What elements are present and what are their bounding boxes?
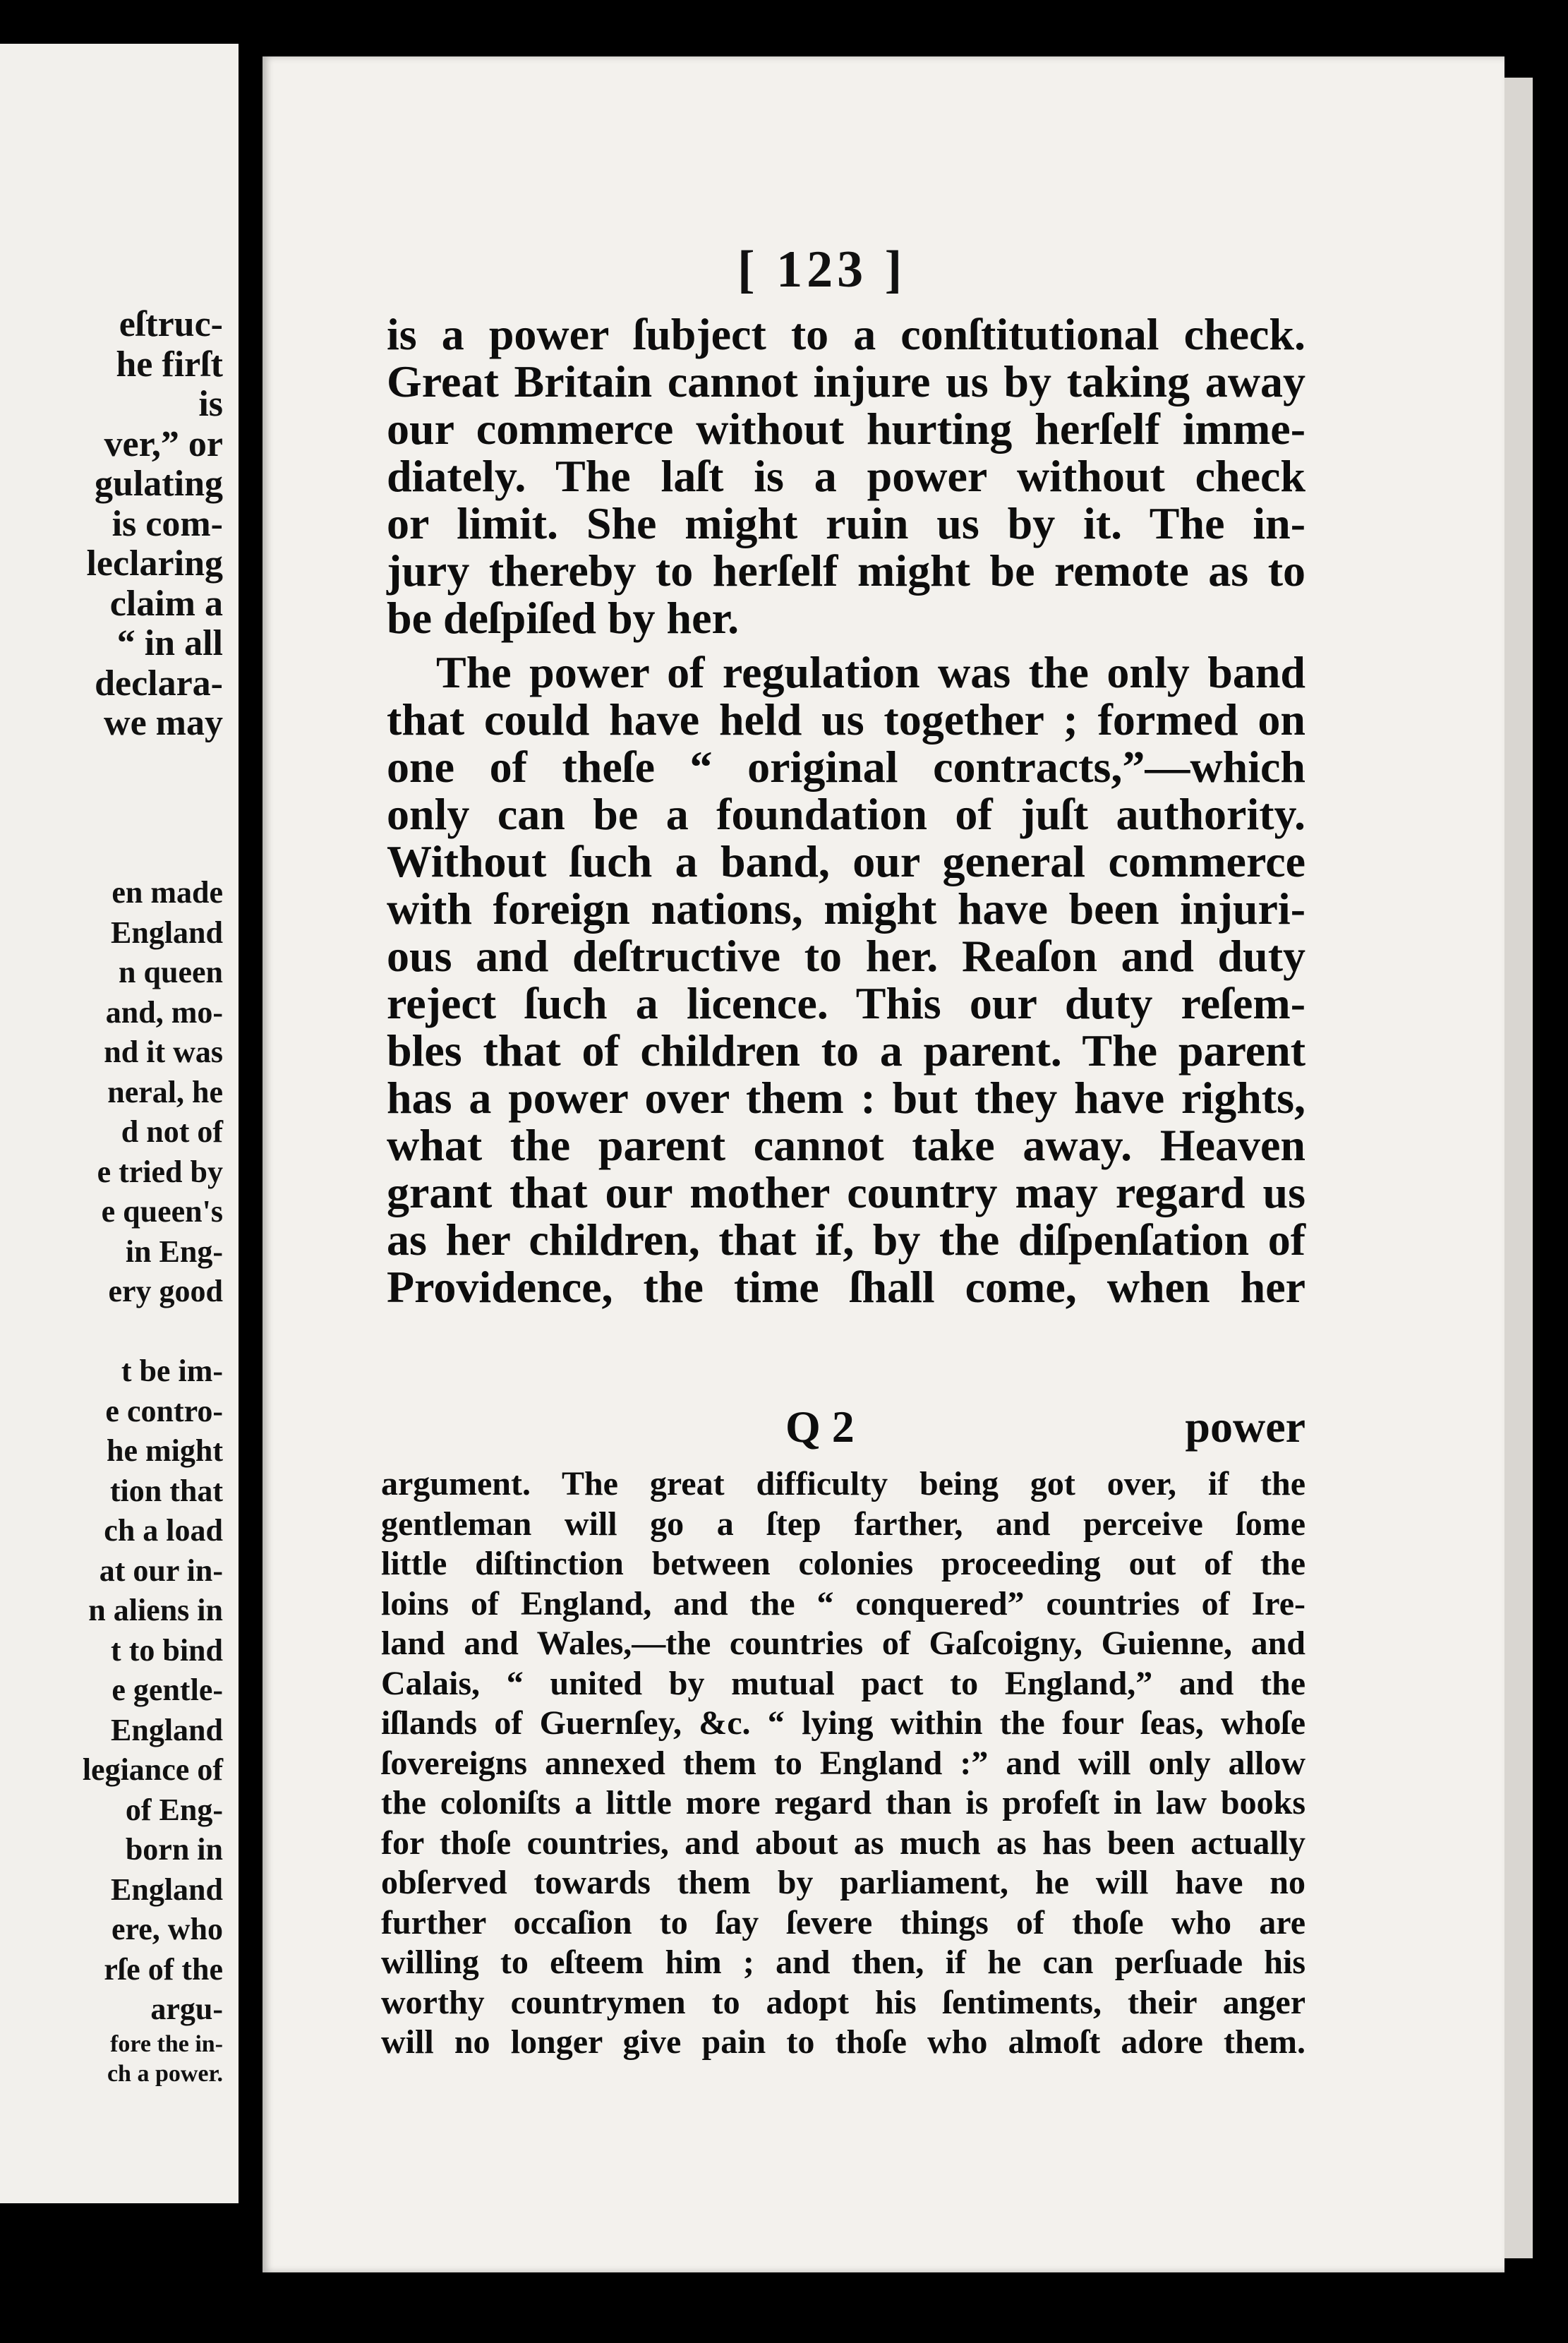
footnote-line: will no longer give pain to thoſe who almoſt adore them. bbox=[381, 2023, 1305, 2061]
left-page-notes bbox=[0, 873, 223, 2089]
text-line: with foreign nations, might have been injuri- bbox=[387, 884, 1305, 934]
note-line: at our in- bbox=[99, 1553, 223, 1588]
main-body-text bbox=[387, 311, 1305, 1311]
text-line: that could have held us together ; formed on bbox=[387, 694, 1305, 745]
text-line: our commerce without hurting herſelf imme- bbox=[387, 404, 1305, 454]
note-line: nd it was bbox=[104, 1035, 223, 1069]
footnote-line: worthy countrymen to adopt his ſentiments, their anger bbox=[381, 1983, 1305, 2021]
catch-line bbox=[387, 1401, 1305, 1450]
page-edge bbox=[1504, 78, 1533, 2258]
text-line: The power of regulation was the only band bbox=[436, 647, 1305, 697]
text-line: what the parent cannot take away. Heaven bbox=[387, 1120, 1305, 1170]
note-line: en made bbox=[111, 875, 223, 910]
note-line: fore the in- bbox=[110, 2030, 223, 2057]
text-line: Providence, the time ſhall come, when her bbox=[387, 1262, 1305, 1312]
left-facing-page bbox=[0, 44, 239, 2203]
footnote-line: iſlands of Guernſey, &c. “ lying within the four ſeas, whoſe bbox=[381, 1704, 1305, 1742]
note-line: rſe of the bbox=[104, 1951, 223, 1987]
text-line: Great Britain cannot injure us by taking away bbox=[387, 356, 1305, 406]
text-line: ver,” or bbox=[104, 423, 223, 464]
text-line: gulating bbox=[94, 464, 223, 504]
note-line: ch a power. bbox=[107, 2060, 223, 2087]
note-line: n aliens in bbox=[88, 1593, 223, 1627]
note-line: d not of bbox=[121, 1114, 223, 1149]
text-line: leclaring bbox=[86, 543, 223, 584]
text-line: be deſpiſed by her. bbox=[387, 593, 740, 643]
note-line: in Eng- bbox=[125, 1234, 223, 1269]
note-line: e queen's bbox=[101, 1194, 223, 1229]
text-line: ous and deſtructive to her. Reaſon and duty bbox=[387, 931, 1305, 981]
signature-mark: Q 2 bbox=[785, 1402, 855, 1452]
text-line: only can be a foundation of juſt authority. bbox=[387, 789, 1305, 839]
note-line: born in bbox=[125, 1832, 223, 1867]
note-line: e tried by bbox=[97, 1154, 223, 1189]
note-line: n queen bbox=[119, 955, 223, 989]
footnote-line: loins of England, and the “ conquered” countries of Ire- bbox=[381, 1584, 1305, 1622]
note-line: t be im- bbox=[121, 1354, 223, 1388]
footnote-line: Calais, “ united by mutual pact to England,” and the bbox=[381, 1664, 1305, 1702]
text-line: is com- bbox=[111, 503, 223, 544]
note-line: ery good bbox=[108, 1274, 223, 1308]
note-line: e contro- bbox=[105, 1393, 223, 1428]
footnote-line: argument. The great difficulty being got over, if the bbox=[381, 1465, 1305, 1502]
left-page-text bbox=[0, 305, 223, 744]
note-line: England bbox=[111, 1872, 223, 1907]
text-line: eſtruc- bbox=[119, 304, 223, 344]
text-line: “ in all bbox=[116, 623, 223, 663]
footnote-line: little diſtinction between colonies proceeding out of the bbox=[381, 1545, 1305, 1582]
text-line: grant that our mother country may regard us bbox=[387, 1167, 1305, 1217]
note-line: tion that bbox=[109, 1473, 223, 1508]
note-line: ere, who bbox=[111, 1912, 223, 1946]
note-line: of Eng- bbox=[125, 1792, 223, 1827]
note-line: neral, he bbox=[107, 1074, 223, 1109]
text-line: is bbox=[198, 384, 223, 424]
text-line: or limit. She might ruin us by it. The in- bbox=[387, 498, 1305, 548]
text-line: diately. The laſt is a power without check bbox=[387, 451, 1305, 501]
page-number: [ 123 ] bbox=[737, 241, 907, 299]
footnote-line: further occaſion to ſay ſevere things of thoſe who are bbox=[381, 1903, 1305, 1941]
text-line: he firſt bbox=[116, 344, 223, 385]
footnote-line: ſovereigns annexed them to England :” and will only allow bbox=[381, 1744, 1305, 1782]
note-line: he might bbox=[107, 1433, 223, 1468]
text-line: Without ſuch a band, our general commerce bbox=[387, 836, 1305, 886]
text-line: bles that of children to a parent. The parent bbox=[387, 1025, 1305, 1076]
note-line: argu- bbox=[150, 1992, 223, 2026]
catchword: power bbox=[1185, 1402, 1305, 1452]
text-line: one of theſe “ original contracts,”—which bbox=[387, 742, 1305, 792]
text-line: as her children, that if, by the diſpenſation of bbox=[387, 1215, 1305, 1265]
text-line: is a power ſubject to a conſtitutional check. bbox=[387, 309, 1305, 359]
footnote-line: land and Wales,—the countries of Gaſcoigny, Guienne, and bbox=[381, 1625, 1305, 1662]
footnote-line: gentleman will go a ſtep farther, and perceive ſome bbox=[381, 1505, 1305, 1543]
note-line: t to bind bbox=[111, 1632, 223, 1668]
text-line: jury thereby to herſelf might be remote as to bbox=[387, 546, 1305, 596]
note-line: England bbox=[111, 1712, 223, 1747]
text-line: declara- bbox=[95, 663, 223, 704]
footnote-text bbox=[381, 1464, 1305, 2063]
note-line: and, mo- bbox=[105, 994, 223, 1030]
text-line: has a power over them : but they have rights, bbox=[387, 1073, 1305, 1123]
text-line: reject ſuch a licence. This our duty reſem- bbox=[387, 978, 1305, 1028]
footnote-line: obſerved towards them by parliament, he will have no bbox=[381, 1864, 1305, 1901]
note-line: legiance of bbox=[82, 1752, 223, 1787]
note-line: e gentle- bbox=[111, 1673, 223, 1707]
note-line bbox=[0, 1312, 223, 1352]
footnote-line: for thoſe countries, and about as much as has been actually bbox=[381, 1824, 1305, 1862]
text-line: claim a bbox=[109, 583, 223, 624]
note-line: England bbox=[111, 915, 223, 950]
footnote-line: willing to eſteem him ; and then, if he can perſuade his bbox=[381, 1944, 1305, 1981]
text-line: we may bbox=[104, 703, 223, 743]
note-line: ch a load bbox=[104, 1513, 223, 1548]
footnote-line: the coloniſts a little more regard than is profeſt in law books bbox=[381, 1784, 1305, 1821]
